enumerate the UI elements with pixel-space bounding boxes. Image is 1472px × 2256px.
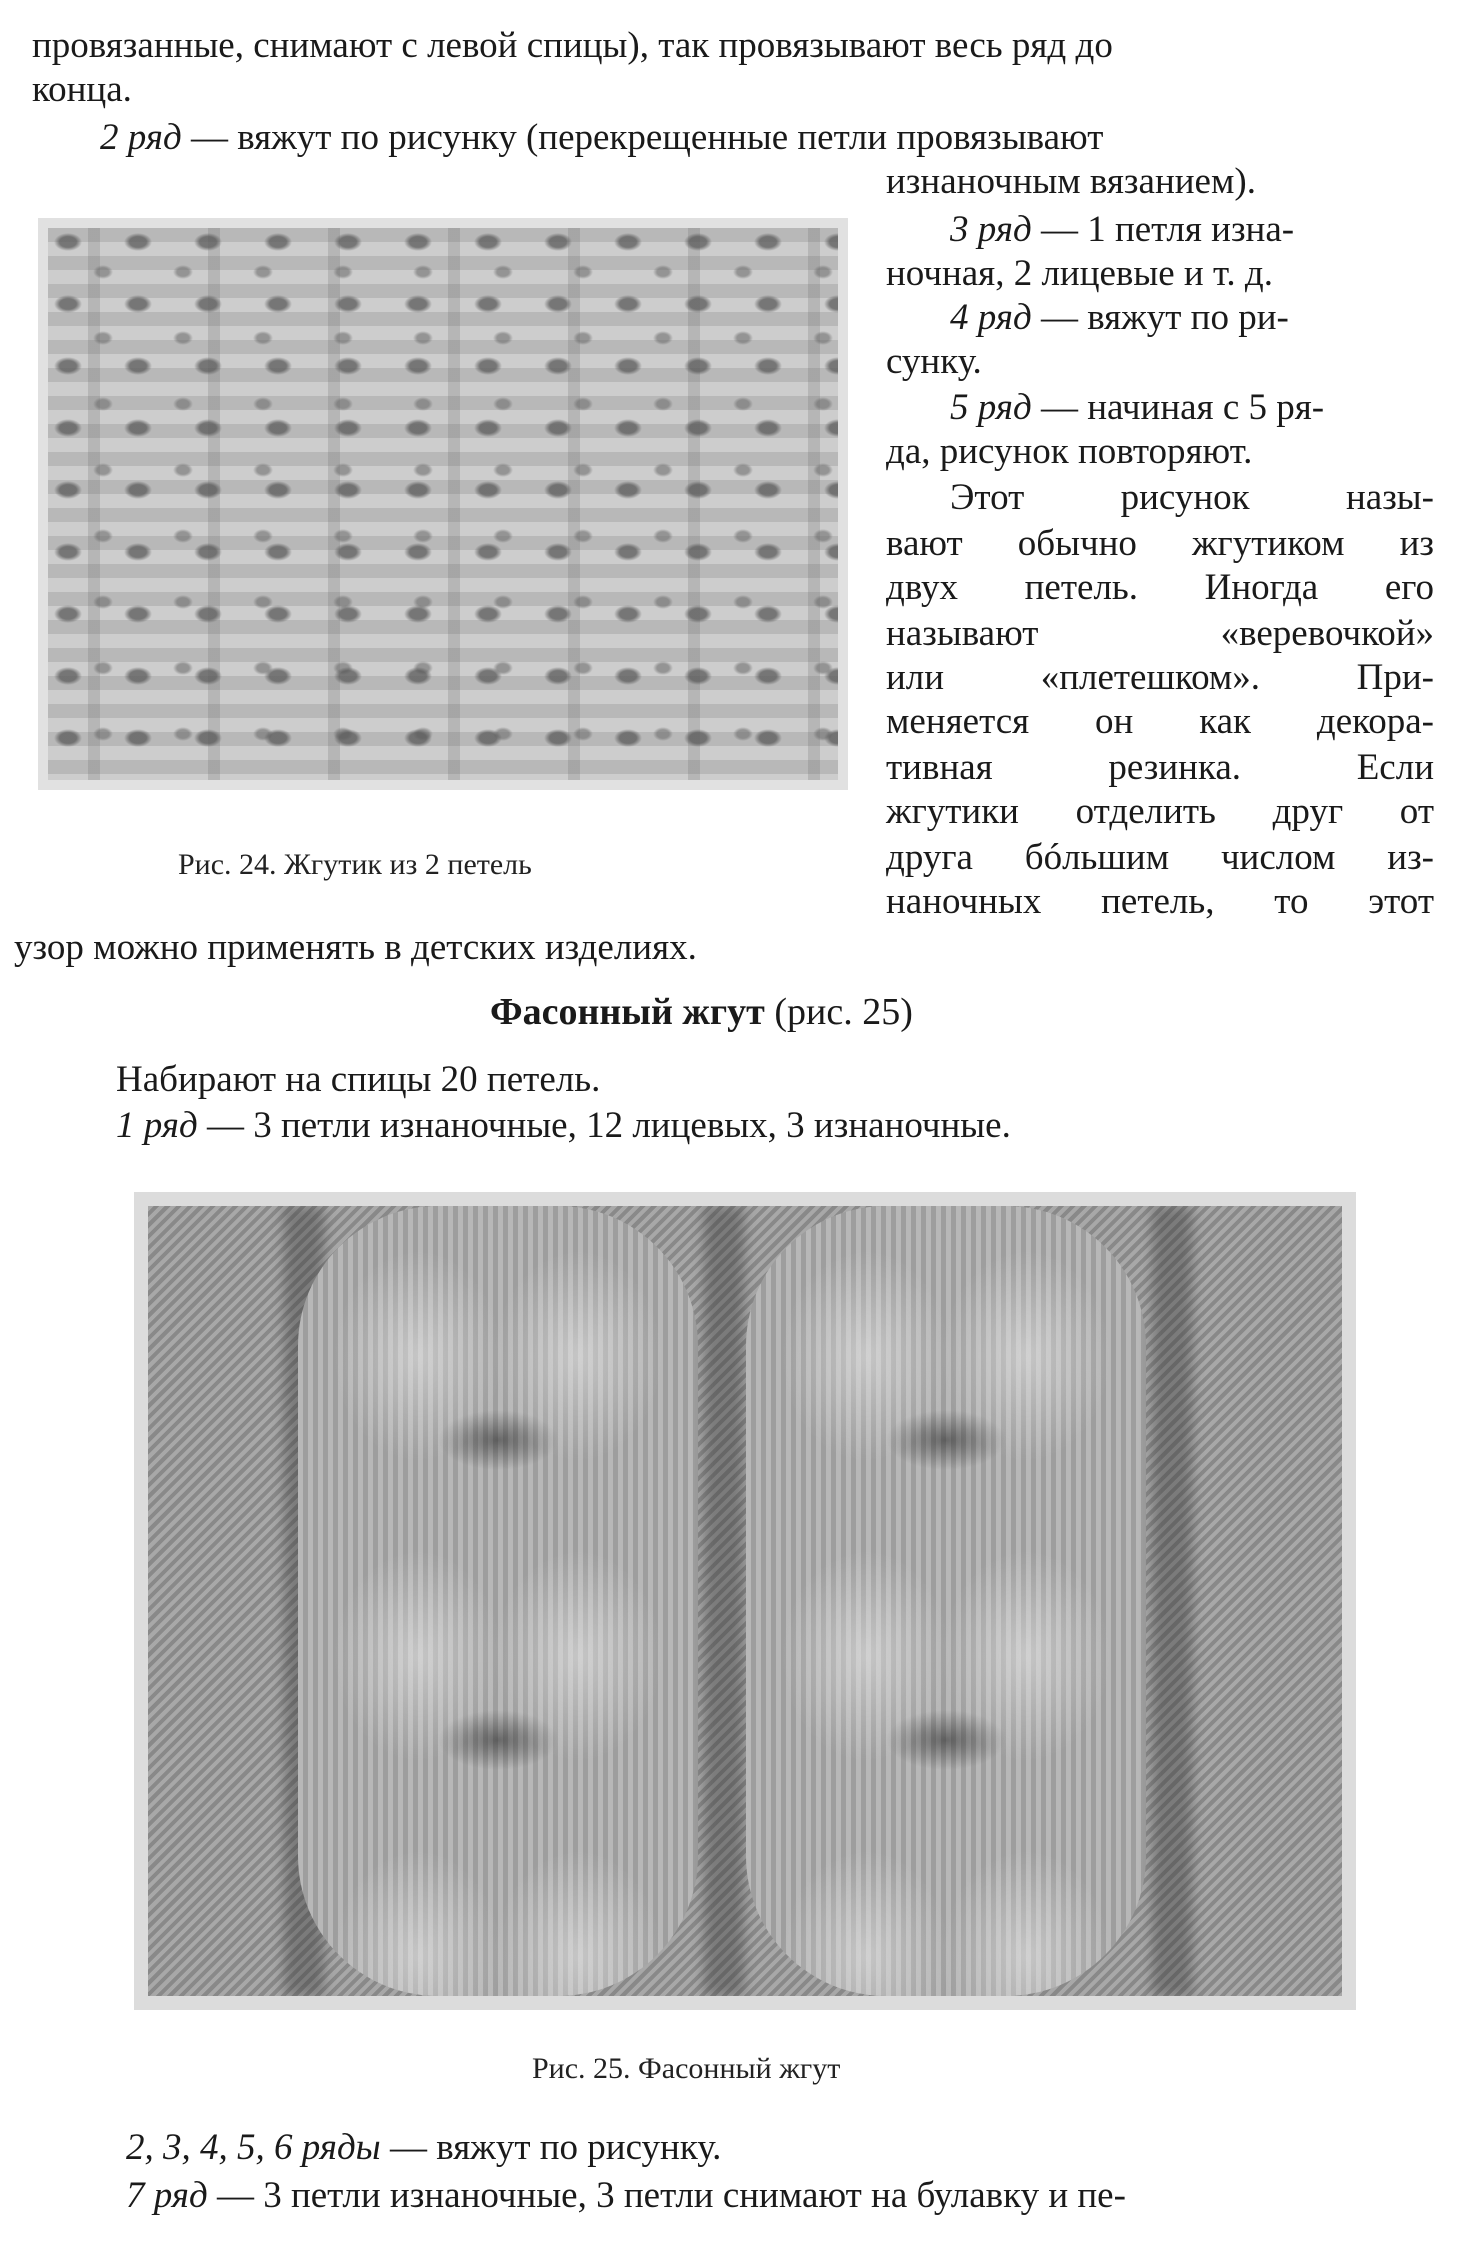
row3-continuation: ночная, 2 лицевые и т. д. — [886, 253, 1273, 294]
para-line: вают обычно жгутиком из — [886, 523, 1434, 564]
row5-line — [950, 386, 1324, 430]
cable-right — [746, 1206, 1146, 1996]
knit-texture — [148, 1206, 1342, 1996]
figure-24-photo — [38, 218, 848, 790]
row5-continuation: да, рисунок повторяют. — [886, 431, 1253, 472]
knit-texture — [48, 228, 838, 780]
para-line: жгутики отделить друг от — [886, 791, 1434, 832]
para-line: меняется он как декора- — [886, 701, 1434, 742]
para-line: тивная резинка. Если — [886, 747, 1434, 788]
row2-continuation: изнаночным вязанием). — [886, 161, 1256, 202]
row-text: — 3 петли изнаночные, 3 петли снимают на булавку и пе- — [207, 2175, 1126, 2216]
para-line: называют «веревочкой» — [886, 613, 1434, 654]
row1-line — [116, 1104, 1011, 1148]
para-line: двух петель. Иногда его — [886, 567, 1434, 608]
row4-line — [950, 296, 1289, 340]
section-title-ref: (рис. 25) — [764, 991, 913, 1033]
para-line: или «плетешком». При- — [886, 657, 1434, 698]
row-text: — вяжут по ри- — [1031, 297, 1289, 338]
row-text: — вяжут по рисунку (перекрещенные петли провязывают — [181, 117, 1104, 158]
text-line: конца. — [32, 69, 132, 110]
purl-groove — [1152, 1206, 1192, 1996]
rows-2-6-line — [126, 2126, 721, 2170]
row-label: 5 ряд — [950, 387, 1032, 428]
row-label: 2, 3, 4, 5, 6 ряды — [126, 2127, 381, 2168]
row-text: — начиная с 5 ря- — [1031, 387, 1325, 428]
purl-groove — [704, 1206, 744, 1996]
row-label: 2 ряд — [100, 117, 182, 158]
section-title — [490, 990, 913, 1034]
row-text: — 3 петли изнаночные, 12 лицевых, 3 изнаночные. — [197, 1105, 1011, 1146]
row-label: 4 ряд — [950, 297, 1032, 338]
row-text: — вяжут по рисунку. — [380, 2127, 722, 2168]
row7-line — [126, 2174, 1126, 2218]
figure-25-photo — [134, 1192, 1356, 2010]
para-line: наночных петель, то этот — [886, 881, 1434, 922]
text-line: провязанные, снимают с левой спицы), так провязывают весь ряд до — [32, 25, 1113, 66]
para-line: друга бóльшим числом из- — [886, 837, 1434, 878]
row-label: 1 ряд — [116, 1105, 198, 1146]
cast-on-line: Набирают на спицы 20 петель. — [116, 1059, 601, 1100]
row-text: — 1 петля изна- — [1031, 209, 1295, 250]
row4-continuation: сунку. — [886, 341, 982, 382]
row3-line — [950, 208, 1294, 252]
row-label: 7 ряд — [126, 2175, 208, 2216]
cable-left — [298, 1206, 698, 1996]
para-end: узор можно применять в детских изделиях. — [14, 927, 697, 968]
para-line: Этот рисунок назы- — [950, 477, 1434, 518]
row-label: 3 ряд — [950, 209, 1032, 250]
row2-line — [100, 116, 1103, 160]
section-title-bold: Фасонный жгут — [490, 991, 765, 1033]
figure-24-caption: Рис. 24. Жгутик из 2 петель — [178, 848, 532, 881]
figure-25-caption: Рис. 25. Фасонный жгут — [532, 2052, 841, 2085]
